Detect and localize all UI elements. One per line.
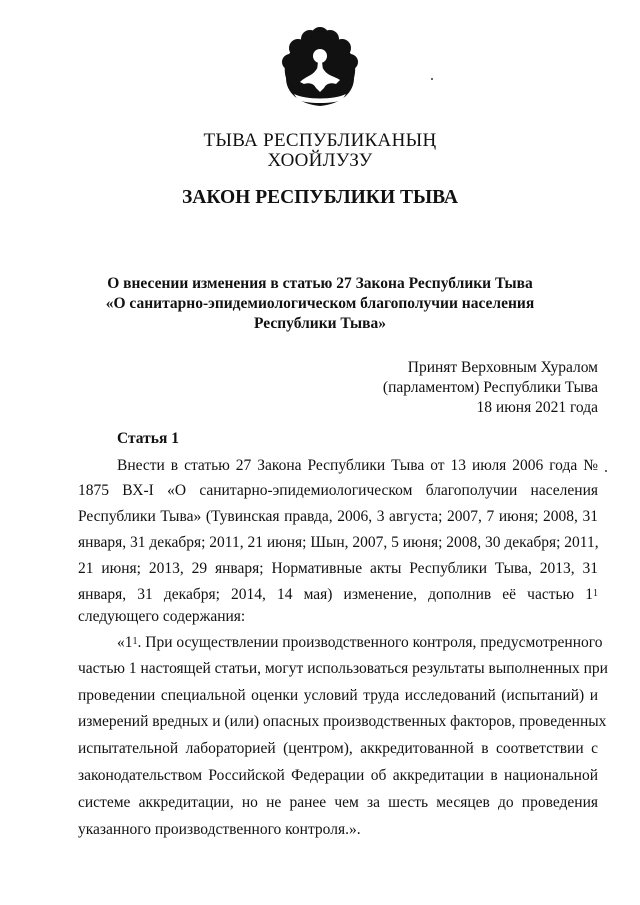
article-text-line: Внести в статью 27 Закона Республики Тыва от 13 июля 2006 года № bbox=[117, 457, 598, 474]
quote-superscript: 1 bbox=[132, 636, 138, 647]
quote-text-line: частью 1 настоящей статьи, могут использоваться результаты выполненных при bbox=[78, 660, 608, 677]
quote-text-line: испытательной лабораторией (центром), аккредитованной в соответствии с bbox=[78, 740, 598, 757]
article-text-line: 1875 ВХ-I «О санитарно-эпидемиологическом благополучии населения bbox=[78, 482, 598, 499]
article-text-line: следующего содержания: bbox=[78, 608, 246, 625]
adoption-info bbox=[383, 358, 598, 418]
quote-first-text: . При осуществлении производственного контроля, предусмотренного bbox=[137, 634, 603, 651]
quote-text-line bbox=[117, 633, 603, 653]
article-heading: Статья 1 bbox=[117, 430, 179, 447]
quote-text-line: законодательством Российской Федерации об аккредитации в национальной bbox=[78, 767, 598, 784]
law-subject-line3: Республики Тыва» bbox=[254, 315, 386, 332]
quote-text-line: проведении специальной оценки условий труда исследований (испытаний) и bbox=[78, 687, 598, 704]
part-superscript: 1 bbox=[593, 588, 598, 599]
article-text-line bbox=[78, 585, 598, 605]
scan-speck bbox=[431, 78, 433, 80]
article-text-span: января, 31 декабря; 2014, 14 мая) изменение, дополнив её частью 1 bbox=[78, 586, 593, 603]
law-subject-line2: «О санитарно-эпидемиологическом благополучии населения bbox=[105, 295, 535, 312]
quote-text-line: системе аккредитации, но не ранее чем за шесть месяцев до проведения bbox=[78, 794, 598, 811]
quote-text-line: указанного производственного контроля.». bbox=[78, 821, 361, 838]
scan-speck bbox=[605, 470, 607, 472]
quote-text-line: измерений вредных и (или) опасных производственных факторов, проведенных bbox=[78, 713, 607, 730]
quote-prefix: «1 bbox=[117, 634, 133, 651]
article-text-line: Республики Тыва» (Тувинская правда, 2006, 3 августа; 2007, 7 июня; 2008, 31 bbox=[78, 508, 598, 525]
republic-name-tuvan-line1: ТЫВА РЕСПУБЛИКАНЫҢ bbox=[203, 130, 437, 151]
adoption-date: 18 июня 2021 года bbox=[476, 399, 598, 416]
adoption-line1: Принят Верховным Хуралом bbox=[407, 359, 598, 376]
tuva-coat-of-arms-icon bbox=[276, 26, 364, 110]
law-title: ЗАКОН РЕСПУБЛИКИ ТЫВА bbox=[181, 187, 459, 208]
article-text-line: 21 июня; 2013, 29 января; Нормативные акты Республики Тыва, 2013, 31 bbox=[78, 560, 598, 577]
article-text-line: января, 31 декабря; 2011, 21 июня; Шын, 2007, 5 июня; 2008, 30 декабря; 2011, bbox=[78, 534, 599, 551]
republic-name-tuvan-line2: ХООЙЛУЗУ bbox=[267, 150, 373, 171]
adoption-line2: (парламентом) Республики Тыва bbox=[382, 379, 598, 396]
law-subject-line1: О внесении изменения в статью 27 Закона Республики Тыва bbox=[107, 275, 533, 292]
